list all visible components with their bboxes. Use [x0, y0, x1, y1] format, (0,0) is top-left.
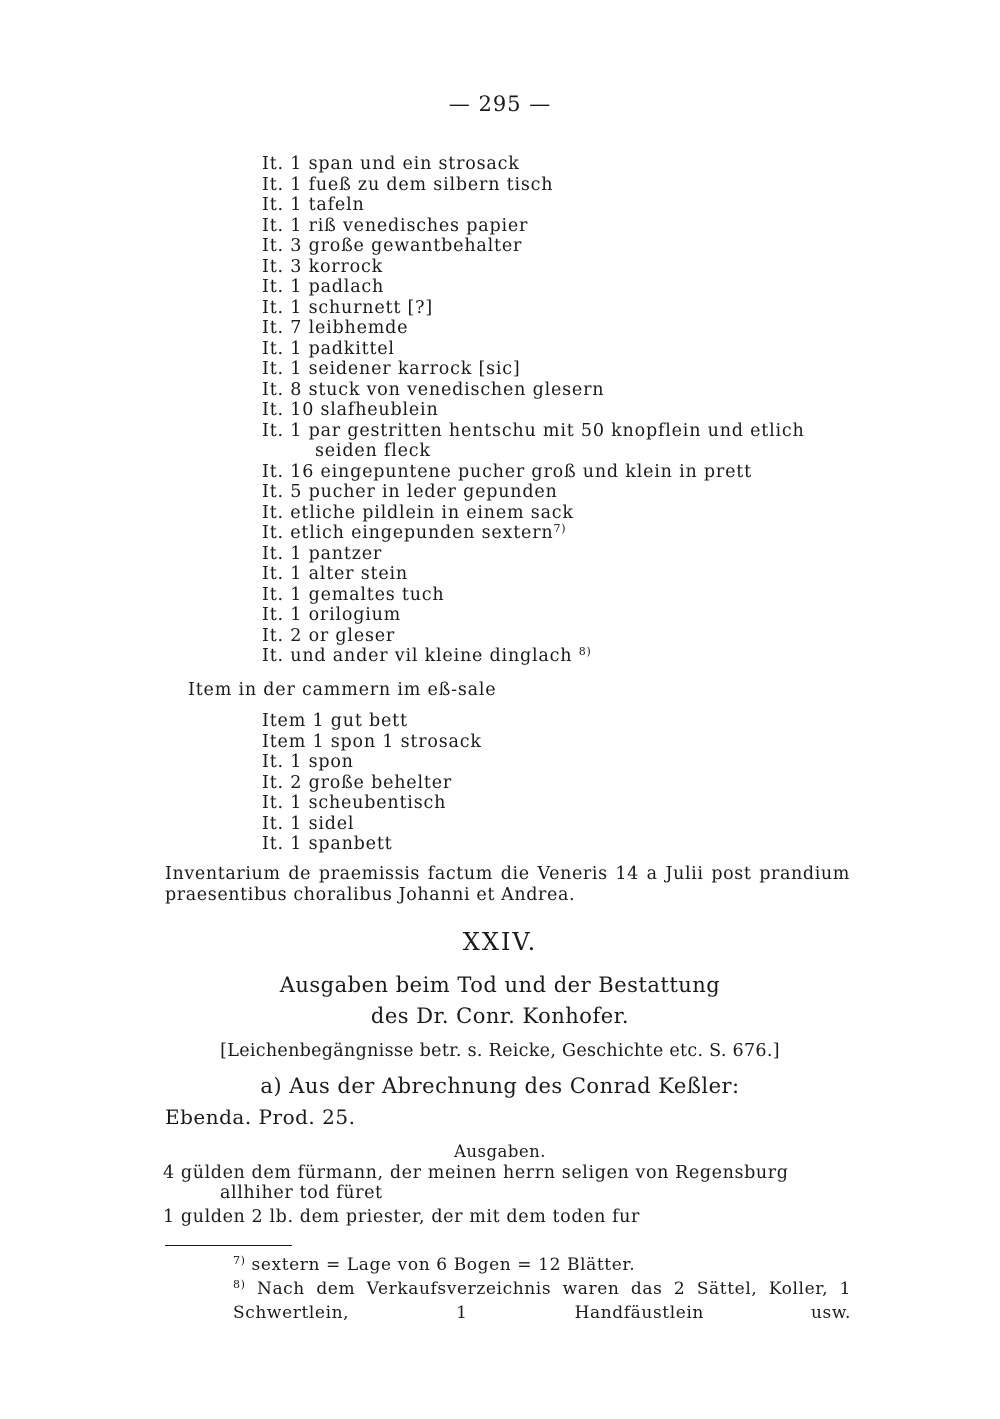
section-title: [0, 970, 1000, 1032]
footnote-marker: 7): [233, 1254, 246, 1267]
inventory-list: [262, 154, 862, 667]
footnote-ref: 7): [553, 522, 567, 535]
list-item: Item 1 gut bett: [262, 711, 408, 731]
footnote-7: [165, 1253, 851, 1277]
list-item: It. 1 sidel: [262, 813, 355, 834]
list-item: It. 1 fueß zu dem silbern tisch: [262, 174, 554, 195]
list-item: It. 16 eingepuntene pucher groß und klein in prett: [262, 461, 752, 482]
list-item: It. 3 korrock: [262, 256, 383, 277]
inventarium-note: Inventarium de praemissis factum die Veneris 14 a Julii post prandium praesentibus choralibus Johanni et Andrea.: [165, 864, 850, 905]
footnotes: [165, 1253, 851, 1325]
list-item: It. 1 padkittel: [262, 338, 395, 359]
expense-entries: [163, 1163, 849, 1227]
list-item: It. 2 große behelter: [262, 772, 453, 793]
list-item: It. 1 spon: [262, 752, 354, 772]
list-item: It. 1 span und ein strosack: [262, 154, 520, 174]
list-item: It. 1 par gestritten hentschu mit 50 knopflein und etlich: [262, 420, 805, 441]
expense-entry: 1 gulden 2 lb. dem priester, der mit dem toden fur: [163, 1207, 641, 1227]
expense-entry: 4 gülden dem fürmann, der meinen herrn seligen von Regensburg: [163, 1163, 789, 1183]
section-title-line: Ausgaben beim Tod und der Bestattung: [279, 973, 721, 997]
list-item: It. 5 pucher in leder gepunden: [262, 482, 558, 502]
list-item: It. 3 große gewantbehalter: [262, 236, 523, 256]
list-item: It. 1 riß venedisches papier: [262, 215, 529, 236]
list-item: Item 1 spon 1 strosack: [262, 731, 482, 752]
list-item: It. 8 stuck von venedischen glesern: [262, 379, 605, 400]
list-item-text: It. und ander vil kleine dinglach: [262, 646, 573, 666]
list-item-continuation: seiden fleck: [315, 441, 431, 461]
list-item: It. 1 alter stein: [262, 564, 408, 584]
footnote-text: sextern = Lage von 6 Bogen = 12 Blätter.: [251, 1255, 636, 1275]
list-item: It. 10 slafheublein: [262, 400, 439, 420]
list-item: It. 1 gemaltes tuch: [262, 584, 445, 605]
list-item: It. 1 pantzer: [262, 543, 383, 564]
footnote-8: [165, 1277, 851, 1325]
list-item: It. 1 seidener karrock [sic]: [262, 359, 521, 379]
list-item: It. 1 scheubentisch: [262, 793, 447, 813]
footnote-text: Nach dem Verkaufsverzeichnis waren das 2 Sättel, Koller, 1 Schwertlein, 1 Handfäustlein usw.: [233, 1279, 851, 1323]
list-item: It. 7 leibhemde: [262, 318, 409, 338]
footnote-marker: 8): [233, 1278, 246, 1291]
footnote-divider: [165, 1245, 292, 1246]
list-item: [262, 523, 862, 544]
list-item: [262, 646, 862, 667]
reference-note: [Leichenbegängnisse betr. s. Reicke, Geschichte etc. S. 676.]: [220, 1041, 780, 1061]
list-item: It. 1 schurnett [?]: [262, 297, 433, 318]
page-number: — 295 —: [448, 92, 552, 116]
subheading: a) Aus der Abrechnung des Conrad Keßler:: [260, 1074, 740, 1098]
list-item: It. etliche pildlein in einem sack: [262, 502, 574, 523]
expense-entry-continuation: allhiher tod füret: [220, 1183, 383, 1203]
list-item-text: It. etlich eingepunden sextern: [262, 523, 554, 543]
list-item: It. 1 orilogium: [262, 605, 402, 625]
chamber-list: [262, 711, 482, 855]
list-item: It. 1 tafeln: [262, 195, 365, 215]
footnote-ref: 8): [578, 645, 592, 658]
chamber-heading: Item in der cammern im eß-sale: [188, 680, 497, 700]
list-item: It. 1 spanbett: [262, 834, 393, 854]
section-title-line: des Dr. Conr. Konhofer.: [370, 1004, 630, 1028]
section-number: XXIV.: [462, 928, 538, 956]
source-line: Ebenda. Prod. 25.: [165, 1105, 356, 1129]
list-item: It. 1 padlach: [262, 277, 385, 297]
ausgaben-label: Ausgaben.: [453, 1142, 547, 1161]
list-item: It. 2 or gleser: [262, 625, 396, 646]
